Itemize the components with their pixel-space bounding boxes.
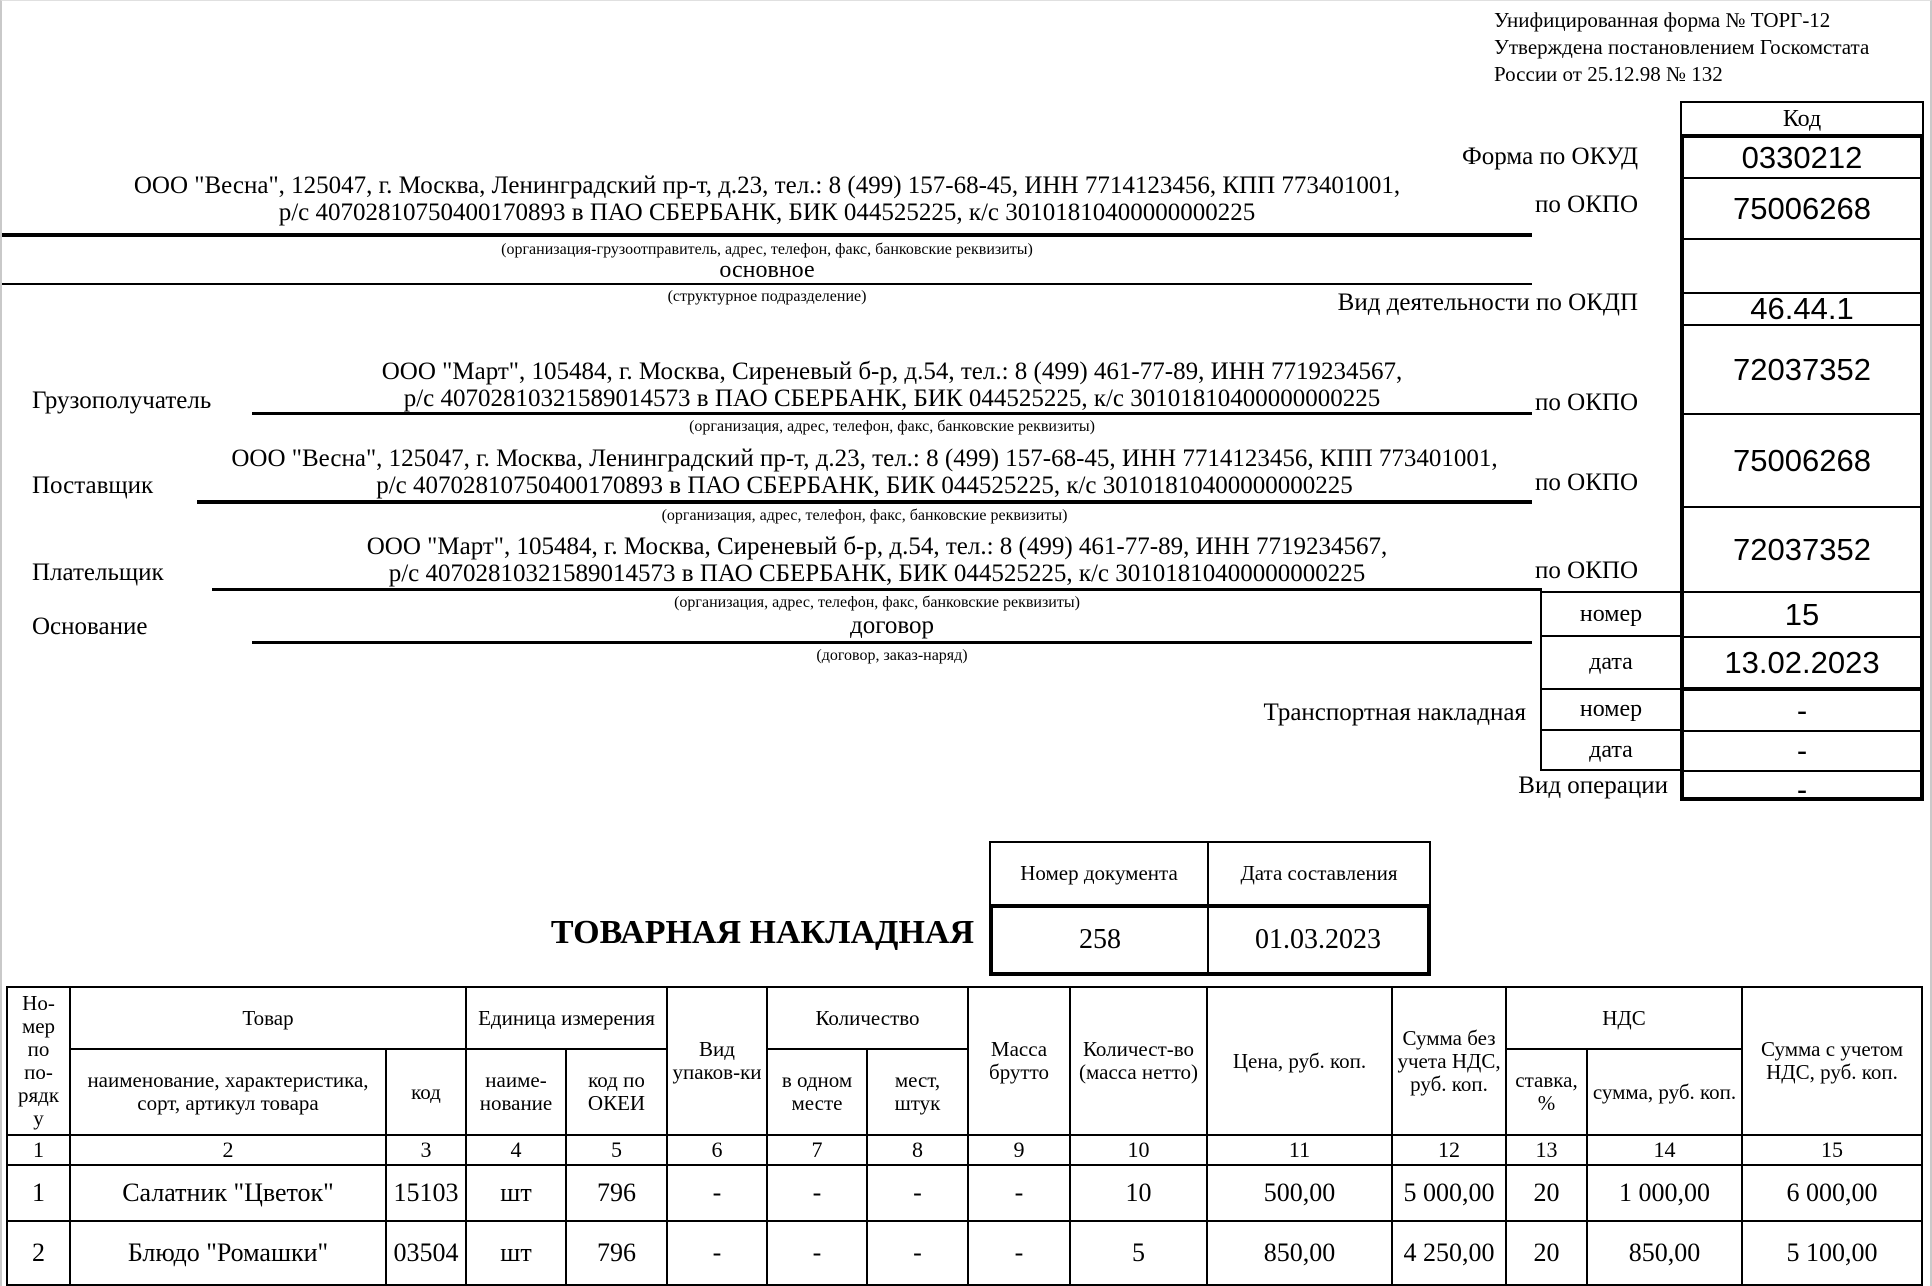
consignee-underline	[252, 412, 1532, 415]
doc-number-header-box	[989, 841, 1431, 906]
code-column-header: Код	[1680, 101, 1924, 138]
doc-number-value-box	[989, 904, 1431, 976]
consignee-org-line2: р/с 40702810321589014573 в ПАО СБЕРБАНК, БИК 044525225, к/с 30101810400000000225	[403, 385, 1381, 412]
row2-pack: -	[667, 1221, 767, 1285]
operation-type-value: -	[1796, 772, 1808, 807]
payer-underline	[212, 588, 1542, 591]
code-box	[1680, 134, 1924, 807]
operation-type-label: Вид операции	[1518, 772, 1668, 799]
row2-code: 03504	[386, 1221, 466, 1285]
okud-label: Форма по ОКУД	[1462, 143, 1638, 170]
col-header-sum-vat: Сумма с учетом НДС, руб. коп.	[1742, 987, 1922, 1135]
supplier-label: Поставщик	[32, 472, 154, 499]
colnum-9: 9	[968, 1135, 1070, 1165]
basis-underline	[252, 641, 1532, 644]
colnum-2: 2	[70, 1135, 386, 1165]
row1-sum-no-vat: 5 000,00	[1392, 1165, 1506, 1221]
basis-label: Основание	[32, 613, 148, 640]
okpo-label-shipper: по ОКПО	[1535, 191, 1638, 218]
row1-qty-one: -	[767, 1165, 867, 1221]
document-title: ТОВАРНАЯ НАКЛАДНАЯ	[550, 914, 974, 951]
okpo-supplier-value: 75006268	[1684, 415, 1920, 508]
row1-number: 1	[7, 1165, 70, 1221]
consignee-org-line1: ООО "Март", 105484, г. Москва, Сиреневый б-р, д.54, тел.: 8 (499) 461-77-89, ИНН 7719234567,	[381, 358, 1403, 385]
department-code-value	[1684, 240, 1920, 294]
shipper-caption: (организация-грузоотправитель, адрес, телефон, факс, банковские реквизиты)	[501, 241, 1033, 258]
colnum-6: 6	[667, 1135, 767, 1165]
okud-value: 0330212	[1684, 138, 1920, 179]
col-header-qty: Количество	[767, 987, 968, 1049]
supplier-org	[197, 445, 1532, 499]
row2-net: 5	[1070, 1221, 1207, 1285]
colnum-11: 11	[1207, 1135, 1392, 1165]
row2-gross: -	[968, 1221, 1070, 1285]
department-caption: (структурное подразделение)	[667, 288, 867, 305]
basis-date-label-cell: дата	[1540, 635, 1682, 690]
payer-org	[212, 533, 1542, 587]
waybill-date-value: -	[1684, 732, 1920, 772]
form-note-line1: Унифицированная форма № ТОРГ-12	[1494, 8, 1831, 32]
col-header-gross: Масса брутто	[968, 987, 1070, 1135]
row1-name: Салатник "Цветок"	[70, 1165, 386, 1221]
department-underline	[2, 283, 1532, 285]
row2-price: 850,00	[1207, 1221, 1392, 1285]
colnum-15: 15	[1742, 1135, 1922, 1165]
payer-label: Плательщик	[32, 559, 164, 586]
shipper-org-line2: р/с 40702810750400170893 в ПАО СБЕРБАНК, БИК 044525225, к/с 30101810400000000225	[278, 199, 1256, 226]
table-row	[7, 1165, 1922, 1221]
col-header-vat-rate: ставка, %	[1506, 1049, 1587, 1135]
col-header-price: Цена, руб. коп.	[1207, 987, 1392, 1135]
col-header-vat: НДС	[1506, 987, 1742, 1049]
row1-pack: -	[667, 1165, 767, 1221]
row1-sum-vat: 6 000,00	[1742, 1165, 1922, 1221]
consignee-label: Грузополучатель	[32, 387, 212, 414]
row2-qty-one: -	[767, 1221, 867, 1285]
row2-sum-no-vat: 4 250,00	[1392, 1221, 1506, 1285]
col-header-unit-code: код по ОКЕИ	[566, 1049, 667, 1135]
row2-places: -	[867, 1221, 968, 1285]
doc-number-header: Номер документа	[1020, 861, 1178, 885]
col-header-unit-name: наиме-нование	[466, 1049, 566, 1135]
basis-caption: (договор, заказ-наряд)	[816, 647, 968, 664]
colnum-10: 10	[1070, 1135, 1207, 1165]
okpo-shipper-value: 75006268	[1684, 179, 1920, 240]
row2-vat-sum: 850,00	[1587, 1221, 1742, 1285]
col-header-qty-one: в одном месте	[767, 1049, 867, 1135]
okdp-value: 46.44.1	[1684, 294, 1920, 326]
row1-gross: -	[968, 1165, 1070, 1221]
basis-value: договор	[850, 612, 934, 639]
col-header-tovar: Товар	[70, 987, 466, 1049]
col-header-vat-sum: сумма, руб. коп.	[1587, 1049, 1742, 1135]
row2-number: 2	[7, 1221, 70, 1285]
colnum-5: 5	[566, 1135, 667, 1165]
waybill-number-value: -	[1684, 691, 1920, 732]
waybill-number-label-cell: номер	[1540, 688, 1682, 731]
colnum-4: 4	[466, 1135, 566, 1165]
row2-unit: шт	[466, 1221, 566, 1285]
okpo-label-consignee: по ОКПО	[1535, 389, 1638, 416]
payer-caption: (организация, адрес, телефон, факс, банковские реквизиты)	[674, 594, 1080, 611]
row1-price: 500,00	[1207, 1165, 1392, 1221]
okpo-label-supplier: по ОКПО	[1535, 469, 1638, 496]
doc-date-value: 01.03.2023	[1207, 908, 1427, 972]
table-row	[7, 1221, 1922, 1285]
okdp-label: Вид деятельности по ОКДП	[1337, 289, 1638, 316]
supplier-org-line1: ООО "Весна", 125047, г. Москва, Ленинградский пр-т, д.23, тел.: 8 (499) 157-68-45, ИНН 7714123456, КПП 773401001,	[231, 445, 1498, 472]
form-note-line3: России от 25.12.98 № 132	[1494, 62, 1723, 86]
colnum-3: 3	[386, 1135, 466, 1165]
row1-places: -	[867, 1165, 968, 1221]
row2-name: Блюдо "Ромашки"	[70, 1221, 386, 1285]
shipper-underline	[2, 233, 1532, 237]
column-number-row	[7, 1135, 1922, 1165]
colnum-8: 8	[867, 1135, 968, 1165]
row2-sum-vat: 5 100,00	[1742, 1221, 1922, 1285]
payer-org-line1: ООО "Март", 105484, г. Москва, Сиреневый б-р, д.54, тел.: 8 (499) 461-77-89, ИНН 7719234567,	[366, 533, 1388, 560]
basis-date-value: 13.02.2023	[1684, 638, 1920, 691]
colnum-14: 14	[1587, 1135, 1742, 1165]
payer-org-line2: р/с 40702810321589014573 в ПАО СБЕРБАНК, БИК 044525225, к/с 30101810400000000225	[388, 560, 1366, 587]
goods-table	[6, 986, 1923, 1286]
doc-date-header: Дата составления	[1207, 843, 1429, 904]
col-header-rownum: Но-мер по по-рядк у	[7, 987, 70, 1135]
transport-waybill-label: Транспортная накладная	[1263, 699, 1526, 726]
shipper-org-line1: ООО "Весна", 125047, г. Москва, Ленинградский пр-т, д.23, тел.: 8 (499) 157-68-45, ИНН 7714123456, КПП 773401001,	[133, 172, 1401, 199]
basis-number-value: 15	[1684, 593, 1920, 638]
department-value: основное	[719, 257, 815, 283]
row1-vat-sum: 1 000,00	[1587, 1165, 1742, 1221]
consignee-caption: (организация, адрес, телефон, факс, банковские реквизиты)	[689, 418, 1095, 435]
col-header-pack: Вид упаков-ки	[667, 987, 767, 1135]
col-header-qty-places: мест, штук	[867, 1049, 968, 1135]
col-header-unit: Единица измерения	[466, 987, 667, 1049]
col-header-net: Количест-во (масса нетто)	[1070, 987, 1207, 1135]
col-header-sum-no-vat: Сумма без учета НДС, руб. коп.	[1392, 987, 1506, 1135]
supplier-underline	[197, 500, 1532, 504]
row1-okei: 796	[566, 1165, 667, 1221]
doc-number-value: 258	[1079, 924, 1121, 955]
row1-unit: шт	[466, 1165, 566, 1221]
colnum-1: 1	[7, 1135, 70, 1165]
shipper-org	[2, 172, 1532, 226]
row1-net: 10	[1070, 1165, 1207, 1221]
supplier-caption: (организация, адрес, телефон, факс, банковские реквизиты)	[661, 507, 1068, 524]
okpo-label-payer: по ОКПО	[1535, 557, 1638, 584]
colnum-7: 7	[767, 1135, 867, 1165]
supplier-org-line2: р/с 40702810750400170893 в ПАО СБЕРБАНК, БИК 044525225, к/с 30101810400000000225	[376, 472, 1353, 499]
colnum-12: 12	[1392, 1135, 1506, 1165]
waybill-date-label-cell: дата	[1540, 729, 1682, 771]
row2-okei: 796	[566, 1221, 667, 1285]
okpo-payer-value: 72037352	[1684, 508, 1920, 593]
col-header-tovar-code: код	[386, 1049, 466, 1135]
col-header-tovar-name: наименование, характеристика, сорт, артикул товара	[70, 1049, 386, 1135]
row2-vat-rate: 20	[1506, 1221, 1587, 1285]
basis-number-label-cell: номер	[1540, 591, 1682, 637]
consignee-org	[252, 358, 1532, 412]
colnum-13: 13	[1506, 1135, 1587, 1165]
form-note	[1494, 7, 1869, 88]
okpo-consignee-value: 72037352	[1684, 326, 1920, 415]
row1-vat-rate: 20	[1506, 1165, 1587, 1221]
row1-code: 15103	[386, 1165, 466, 1221]
form-note-line2: Утверждена постановлением Госкомстата	[1494, 35, 1870, 59]
